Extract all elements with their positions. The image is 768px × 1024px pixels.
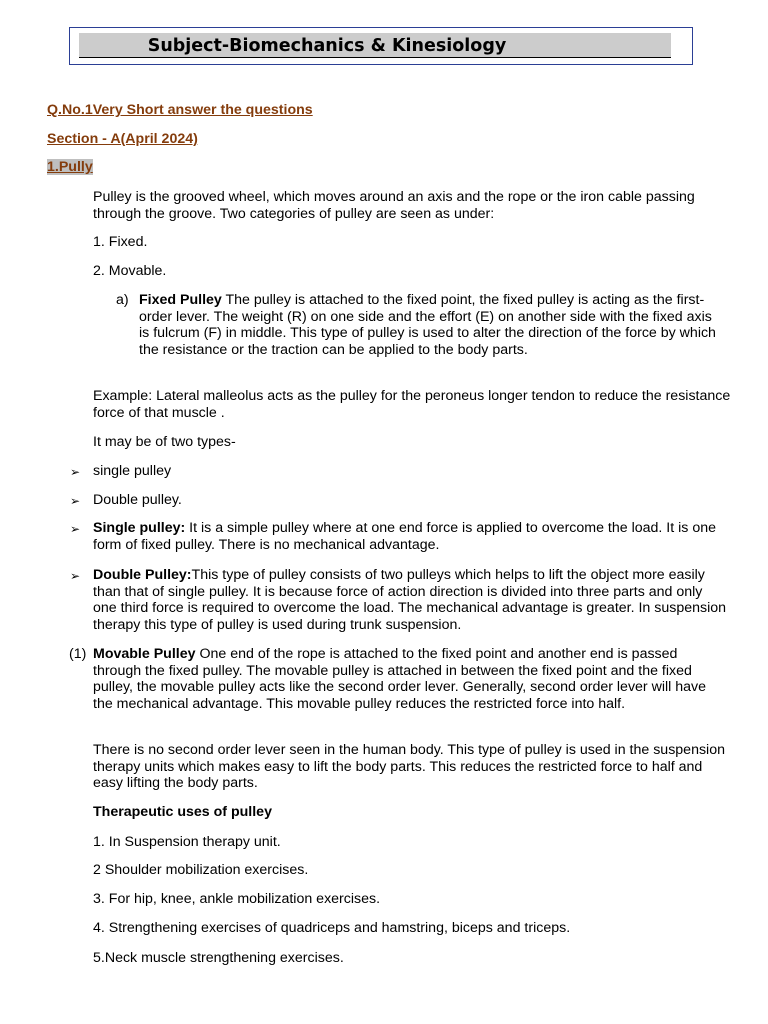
second-order-paragraph: There is no second order lever seen in the human body. This type of pulley is used in the suspension therapy units which makes easy to lift the body parts. This reduces the restricted force to half and easy lifting the body parts. <box>93 742 725 792</box>
question-heading: Q.No.1Very Short answer the questions <box>47 102 313 118</box>
movable-pulley-paragraph <box>93 646 729 712</box>
topic-heading: 1.Pully <box>47 159 93 175</box>
bullet-icon: ➢ <box>70 494 81 508</box>
document-title: Subject-Biomechanics & Kinesiology <box>147 36 507 56</box>
movable-pulley-term: Movable Pulley <box>93 646 196 662</box>
category-movable: 2. Movable. <box>93 263 167 279</box>
type-item: Double pulley. <box>93 492 182 508</box>
use-item: 2 Shoulder mobilization exercises. <box>93 862 309 878</box>
category-fixed: 1. Fixed. <box>93 234 148 250</box>
use-item: 5.Neck muscle strengthening exercises. <box>93 950 344 966</box>
title-banner <box>79 33 671 58</box>
uses-heading: Therapeutic uses of pulley <box>93 804 272 820</box>
type-item: single pulley <box>93 463 172 479</box>
fixed-marker: a) <box>116 292 129 308</box>
type-item: Single pulley: It is a simple pulley where at one end force is applied to overcome the load. It is one form of fixed pulley. There is no mechanical advantage. <box>93 520 716 553</box>
types-intro: It may be of two types- <box>93 434 236 450</box>
section-heading: Section - A(April 2024) <box>47 131 198 147</box>
use-item: 4. Strengthening exercises of quadriceps and hamstring, biceps and triceps. <box>93 920 571 936</box>
use-item: 3. For hip, knee, ankle mobilization exercises. <box>93 891 381 907</box>
type-item: Double Pulley:This type of pulley consists of two pulleys which helps to lift the object more easily than that of single pulley. It is because force of action direction is divided into three parts and only one third force is required to overcome the load. The mechanical advantage is greater. In suspension therapy this type of pulley is used during trunk suspension. <box>93 567 727 633</box>
example-paragraph: Example: Lateral malleolus acts as the pulley for the peroneus longer tendon to reduce the resistance force of that muscle . <box>93 388 731 421</box>
intro-paragraph: Pulley is the grooved wheel, which moves around an axis and the rope or the iron cable passing through the groove. Two categories of pulley are seen as under: <box>93 189 695 222</box>
movable-marker: (1) <box>69 646 87 662</box>
fixed-pulley-paragraph <box>139 292 719 358</box>
fixed-pulley-text: The pulley is attached to the fixed point, the fixed pulley is acting as the first-order lever. The weight (R) on one side and the effort (E) on another side with the fixed axis is fulcrum (F) in middle. This type of pulley is used to alter the direction of the force by which the resistance or the traction can be applied to the body parts. <box>139 292 716 358</box>
bullet-icon: ➢ <box>70 465 81 479</box>
movable-pulley-text: One end of the rope is attached to the fixed point and another end is passed through the fixed pulley. The movable pulley is attached in between the fixed point and the fixed pulley, the movable pulley acts like the second order lever. Generally, second order lever will have the mechanical advantage. This movable pulley reduces the restricted force into half. <box>93 646 707 712</box>
bullet-icon: ➢ <box>70 569 81 583</box>
use-item: 1. In Suspension therapy unit. <box>93 834 281 850</box>
fixed-pulley-term: Fixed Pulley <box>139 292 222 308</box>
title-box <box>69 27 693 65</box>
bullet-icon: ➢ <box>70 522 81 536</box>
